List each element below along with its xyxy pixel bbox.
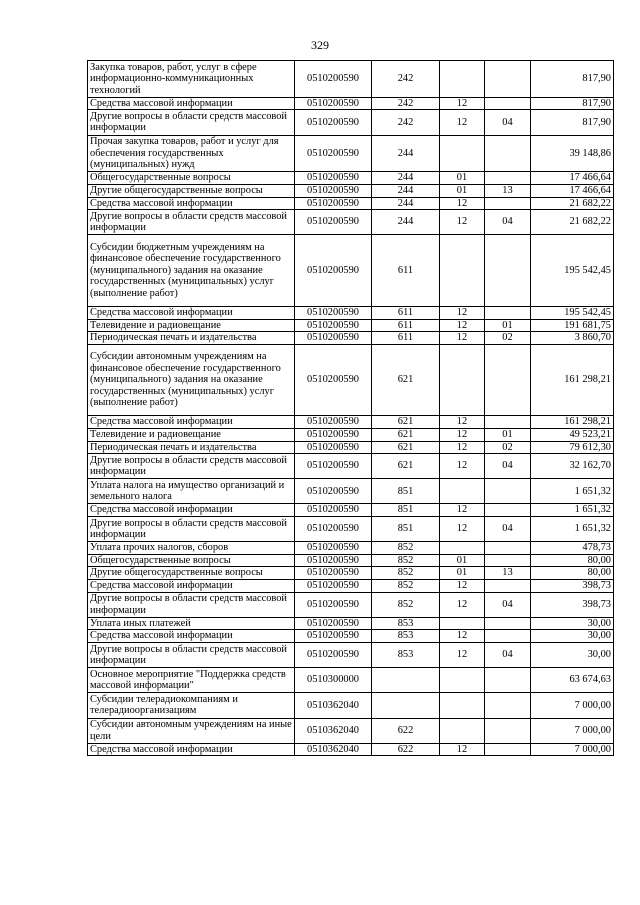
item-name-cell: Уплата иных платежей: [88, 617, 295, 630]
item-name-cell: Другие вопросы в области средств массовой информации: [88, 643, 295, 668]
item-name-cell: Средства массовой информации: [88, 416, 295, 429]
target-code-cell: 0510362040: [295, 718, 372, 743]
amount-cell: 817,90: [531, 110, 614, 135]
expense-type-cell: [372, 693, 440, 718]
expense-type-cell: 622: [372, 718, 440, 743]
section-cell: [440, 235, 485, 307]
subsection-cell: 04: [485, 110, 531, 135]
subsection-cell: [485, 630, 531, 643]
section-cell: [440, 542, 485, 555]
target-code-cell: 0510200590: [295, 630, 372, 643]
subsection-cell: [485, 306, 531, 319]
item-name-cell: Другие общегосударственные вопросы: [88, 184, 295, 197]
target-code-cell: 0510200590: [295, 517, 372, 542]
target-code-cell: 0510200590: [295, 210, 372, 235]
expense-type-cell: 611: [372, 319, 440, 332]
table-row: [88, 718, 614, 743]
budget-table-body: [88, 61, 614, 756]
subsection-cell: 02: [485, 332, 531, 345]
target-code-cell: 0510200590: [295, 344, 372, 416]
section-cell: 12: [440, 210, 485, 235]
expense-type-cell: 852: [372, 542, 440, 555]
target-code-cell: 0510200590: [295, 567, 372, 580]
subsection-cell: [485, 743, 531, 756]
subsection-cell: [485, 197, 531, 210]
table-row: [88, 332, 614, 345]
section-cell: 12: [440, 743, 485, 756]
table-row: [88, 441, 614, 454]
table-row: [88, 97, 614, 110]
expense-type-cell: 852: [372, 567, 440, 580]
subsection-cell: 01: [485, 319, 531, 332]
subsection-cell: [485, 235, 531, 307]
expense-type-cell: 853: [372, 617, 440, 630]
budget-table: [87, 60, 614, 756]
item-name-cell: Субсидии автономным учреждениям на финансовое обеспечение государственного (муниципального) задания на оказание государственных (муниципальных) услуг (выполнение работ): [88, 344, 295, 416]
expense-type-cell: 851: [372, 517, 440, 542]
expense-type-cell: 621: [372, 441, 440, 454]
item-name-cell: Уплата прочих налогов, сборов: [88, 542, 295, 555]
section-cell: 12: [440, 332, 485, 345]
section-cell: [440, 617, 485, 630]
subsection-cell: [485, 416, 531, 429]
table-row: [88, 428, 614, 441]
subsection-cell: 01: [485, 428, 531, 441]
expense-type-cell: 621: [372, 454, 440, 479]
subsection-cell: [485, 668, 531, 693]
section-cell: 12: [440, 454, 485, 479]
item-name-cell: Общегосударственные вопросы: [88, 554, 295, 567]
amount-cell: 1 651,32: [531, 504, 614, 517]
table-row: [88, 592, 614, 617]
item-name-cell: Средства массовой информации: [88, 197, 295, 210]
subsection-cell: [485, 617, 531, 630]
amount-cell: 80,00: [531, 567, 614, 580]
expense-type-cell: 621: [372, 416, 440, 429]
table-row: [88, 542, 614, 555]
item-name-cell: Другие вопросы в области средств массовой информации: [88, 517, 295, 542]
subsection-cell: 04: [485, 592, 531, 617]
expense-type-cell: 621: [372, 344, 440, 416]
item-name-cell: Средства массовой информации: [88, 306, 295, 319]
amount-cell: 3 860,70: [531, 332, 614, 345]
expense-type-cell: 244: [372, 197, 440, 210]
amount-cell: 79 612,30: [531, 441, 614, 454]
amount-cell: 161 298,21: [531, 344, 614, 416]
subsection-cell: [485, 97, 531, 110]
table-row: [88, 668, 614, 693]
expense-type-cell: 242: [372, 110, 440, 135]
section-cell: 12: [440, 517, 485, 542]
item-name-cell: Периодическая печать и издательства: [88, 332, 295, 345]
subsection-cell: 13: [485, 567, 531, 580]
section-cell: 12: [440, 319, 485, 332]
amount-cell: 478,73: [531, 542, 614, 555]
target-code-cell: 0510362040: [295, 693, 372, 718]
table-row: [88, 554, 614, 567]
amount-cell: 1 651,32: [531, 517, 614, 542]
target-code-cell: 0510200590: [295, 479, 372, 504]
target-code-cell: 0510200590: [295, 306, 372, 319]
subsection-cell: [485, 61, 531, 98]
amount-cell: 30,00: [531, 643, 614, 668]
amount-cell: 80,00: [531, 554, 614, 567]
subsection-cell: [485, 344, 531, 416]
item-name-cell: Закупка товаров, работ, услуг в сфере информационно-коммуникационных технологий: [88, 61, 295, 98]
expense-type-cell: [372, 668, 440, 693]
section-cell: 12: [440, 416, 485, 429]
expense-type-cell: 853: [372, 630, 440, 643]
table-row: [88, 454, 614, 479]
item-name-cell: Телевидение и радиовещание: [88, 319, 295, 332]
subsection-cell: [485, 542, 531, 555]
item-name-cell: Периодическая печать и издательства: [88, 441, 295, 454]
table-row: [88, 210, 614, 235]
amount-cell: 398,73: [531, 580, 614, 593]
section-cell: [440, 479, 485, 504]
table-row: [88, 504, 614, 517]
target-code-cell: 0510200590: [295, 184, 372, 197]
target-code-cell: 0510200590: [295, 592, 372, 617]
item-name-cell: Другие вопросы в области средств массовой информации: [88, 454, 295, 479]
section-cell: [440, 718, 485, 743]
expense-type-cell: 852: [372, 580, 440, 593]
item-name-cell: Уплата налога на имущество организаций и земельного налога: [88, 479, 295, 504]
expense-type-cell: 242: [372, 97, 440, 110]
section-cell: [440, 135, 485, 172]
table-row: [88, 617, 614, 630]
expense-type-cell: 611: [372, 306, 440, 319]
subsection-cell: 13: [485, 184, 531, 197]
item-name-cell: Средства массовой информации: [88, 580, 295, 593]
expense-type-cell: 244: [372, 210, 440, 235]
amount-cell: 1 651,32: [531, 479, 614, 504]
table-row: [88, 61, 614, 98]
target-code-cell: 0510200590: [295, 580, 372, 593]
target-code-cell: 0510200590: [295, 197, 372, 210]
item-name-cell: Средства массовой информации: [88, 504, 295, 517]
amount-cell: 398,73: [531, 592, 614, 617]
item-name-cell: Основное мероприятие "Поддержка средств массовой информации": [88, 668, 295, 693]
section-cell: [440, 668, 485, 693]
subsection-cell: 04: [485, 454, 531, 479]
subsection-cell: [485, 504, 531, 517]
amount-cell: 21 682,22: [531, 210, 614, 235]
subsection-cell: [485, 172, 531, 185]
table-row: [88, 319, 614, 332]
subsection-cell: [485, 580, 531, 593]
table-row: [88, 135, 614, 172]
expense-type-cell: 242: [372, 61, 440, 98]
subsection-cell: [485, 135, 531, 172]
subsection-cell: [485, 479, 531, 504]
item-name-cell: Средства массовой информации: [88, 630, 295, 643]
section-cell: 12: [440, 630, 485, 643]
section-cell: [440, 693, 485, 718]
expense-type-cell: 852: [372, 592, 440, 617]
section-cell: 12: [440, 197, 485, 210]
amount-cell: 49 523,21: [531, 428, 614, 441]
expense-type-cell: 851: [372, 504, 440, 517]
section-cell: 12: [440, 643, 485, 668]
target-code-cell: 0510200590: [295, 617, 372, 630]
expense-type-cell: 244: [372, 172, 440, 185]
target-code-cell: 0510200590: [295, 135, 372, 172]
table-row: [88, 416, 614, 429]
target-code-cell: 0510200590: [295, 504, 372, 517]
expense-type-cell: 611: [372, 332, 440, 345]
target-code-cell: 0510200590: [295, 172, 372, 185]
amount-cell: 191 681,75: [531, 319, 614, 332]
expense-type-cell: 853: [372, 643, 440, 668]
table-row: [88, 517, 614, 542]
section-cell: 01: [440, 184, 485, 197]
target-code-cell: 0510200590: [295, 61, 372, 98]
table-row: [88, 693, 614, 718]
section-cell: 12: [440, 110, 485, 135]
expense-type-cell: 622: [372, 743, 440, 756]
expense-type-cell: 611: [372, 235, 440, 307]
subsection-cell: [485, 718, 531, 743]
target-code-cell: 0510200590: [295, 441, 372, 454]
target-code-cell: 0510362040: [295, 743, 372, 756]
amount-cell: 39 148,86: [531, 135, 614, 172]
target-code-cell: 0510200590: [295, 643, 372, 668]
table-row: [88, 567, 614, 580]
subsection-cell: 04: [485, 517, 531, 542]
item-name-cell: Субсидии бюджетным учреждениям на финансовое обеспечение государственного (муниципального) задания на оказание государственных (муниципальных) услуг (выполнение работ): [88, 235, 295, 307]
target-code-cell: 0510200590: [295, 97, 372, 110]
section-cell: 12: [440, 428, 485, 441]
target-code-cell: 0510200590: [295, 416, 372, 429]
expense-type-cell: 852: [372, 554, 440, 567]
table-row: [88, 743, 614, 756]
amount-cell: 30,00: [531, 630, 614, 643]
table-row: [88, 197, 614, 210]
page-number: 329: [311, 38, 329, 52]
item-name-cell: Другие вопросы в области средств массовой информации: [88, 110, 295, 135]
amount-cell: 195 542,45: [531, 235, 614, 307]
table-row: [88, 643, 614, 668]
amount-cell: 17 466,64: [531, 184, 614, 197]
subsection-cell: [485, 554, 531, 567]
item-name-cell: Телевидение и радиовещание: [88, 428, 295, 441]
subsection-cell: 04: [485, 643, 531, 668]
table-row: [88, 184, 614, 197]
item-name-cell: Средства массовой информации: [88, 97, 295, 110]
amount-cell: 7 000,00: [531, 743, 614, 756]
amount-cell: 161 298,21: [531, 416, 614, 429]
item-name-cell: Субсидии телерадиокомпаниям и телерадиоорганизациям: [88, 693, 295, 718]
expense-type-cell: 244: [372, 135, 440, 172]
expense-type-cell: 621: [372, 428, 440, 441]
amount-cell: 63 674,63: [531, 668, 614, 693]
table-row: [88, 172, 614, 185]
subsection-cell: [485, 693, 531, 718]
section-cell: 12: [440, 504, 485, 517]
item-name-cell: Субсидии автономным учреждениям на иные цели: [88, 718, 295, 743]
item-name-cell: Другие вопросы в области средств массовой информации: [88, 592, 295, 617]
expense-type-cell: 244: [372, 184, 440, 197]
amount-cell: 21 682,22: [531, 197, 614, 210]
section-cell: 12: [440, 592, 485, 617]
subsection-cell: 04: [485, 210, 531, 235]
target-code-cell: 0510200590: [295, 454, 372, 479]
amount-cell: 30,00: [531, 617, 614, 630]
section-cell: 01: [440, 554, 485, 567]
section-cell: 12: [440, 441, 485, 454]
table-row: [88, 580, 614, 593]
target-code-cell: 0510200590: [295, 235, 372, 307]
section-cell: 12: [440, 306, 485, 319]
section-cell: 12: [440, 97, 485, 110]
amount-cell: 817,90: [531, 97, 614, 110]
table-row: [88, 630, 614, 643]
amount-cell: 32 162,70: [531, 454, 614, 479]
target-code-cell: 0510200590: [295, 319, 372, 332]
item-name-cell: Общегосударственные вопросы: [88, 172, 295, 185]
amount-cell: 195 542,45: [531, 306, 614, 319]
table-row: [88, 235, 614, 307]
target-code-cell: 0510200590: [295, 542, 372, 555]
target-code-cell: 0510200590: [295, 554, 372, 567]
section-cell: 01: [440, 172, 485, 185]
target-code-cell: 0510200590: [295, 428, 372, 441]
amount-cell: 17 466,64: [531, 172, 614, 185]
section-cell: 01: [440, 567, 485, 580]
subsection-cell: 02: [485, 441, 531, 454]
amount-cell: 817,90: [531, 61, 614, 98]
amount-cell: 7 000,00: [531, 718, 614, 743]
section-cell: [440, 344, 485, 416]
table-row: [88, 479, 614, 504]
amount-cell: 7 000,00: [531, 693, 614, 718]
item-name-cell: Другие общегосударственные вопросы: [88, 567, 295, 580]
section-cell: [440, 61, 485, 98]
item-name-cell: Прочая закупка товаров, работ и услуг для обеспечения государственных (муниципальных) нужд: [88, 135, 295, 172]
target-code-cell: 0510300000: [295, 668, 372, 693]
table-row: [88, 110, 614, 135]
table-row: [88, 344, 614, 416]
table-row: [88, 306, 614, 319]
target-code-cell: 0510200590: [295, 110, 372, 135]
target-code-cell: 0510200590: [295, 332, 372, 345]
section-cell: 12: [440, 580, 485, 593]
item-name-cell: Средства массовой информации: [88, 743, 295, 756]
expense-type-cell: 851: [372, 479, 440, 504]
item-name-cell: Другие вопросы в области средств массовой информации: [88, 210, 295, 235]
